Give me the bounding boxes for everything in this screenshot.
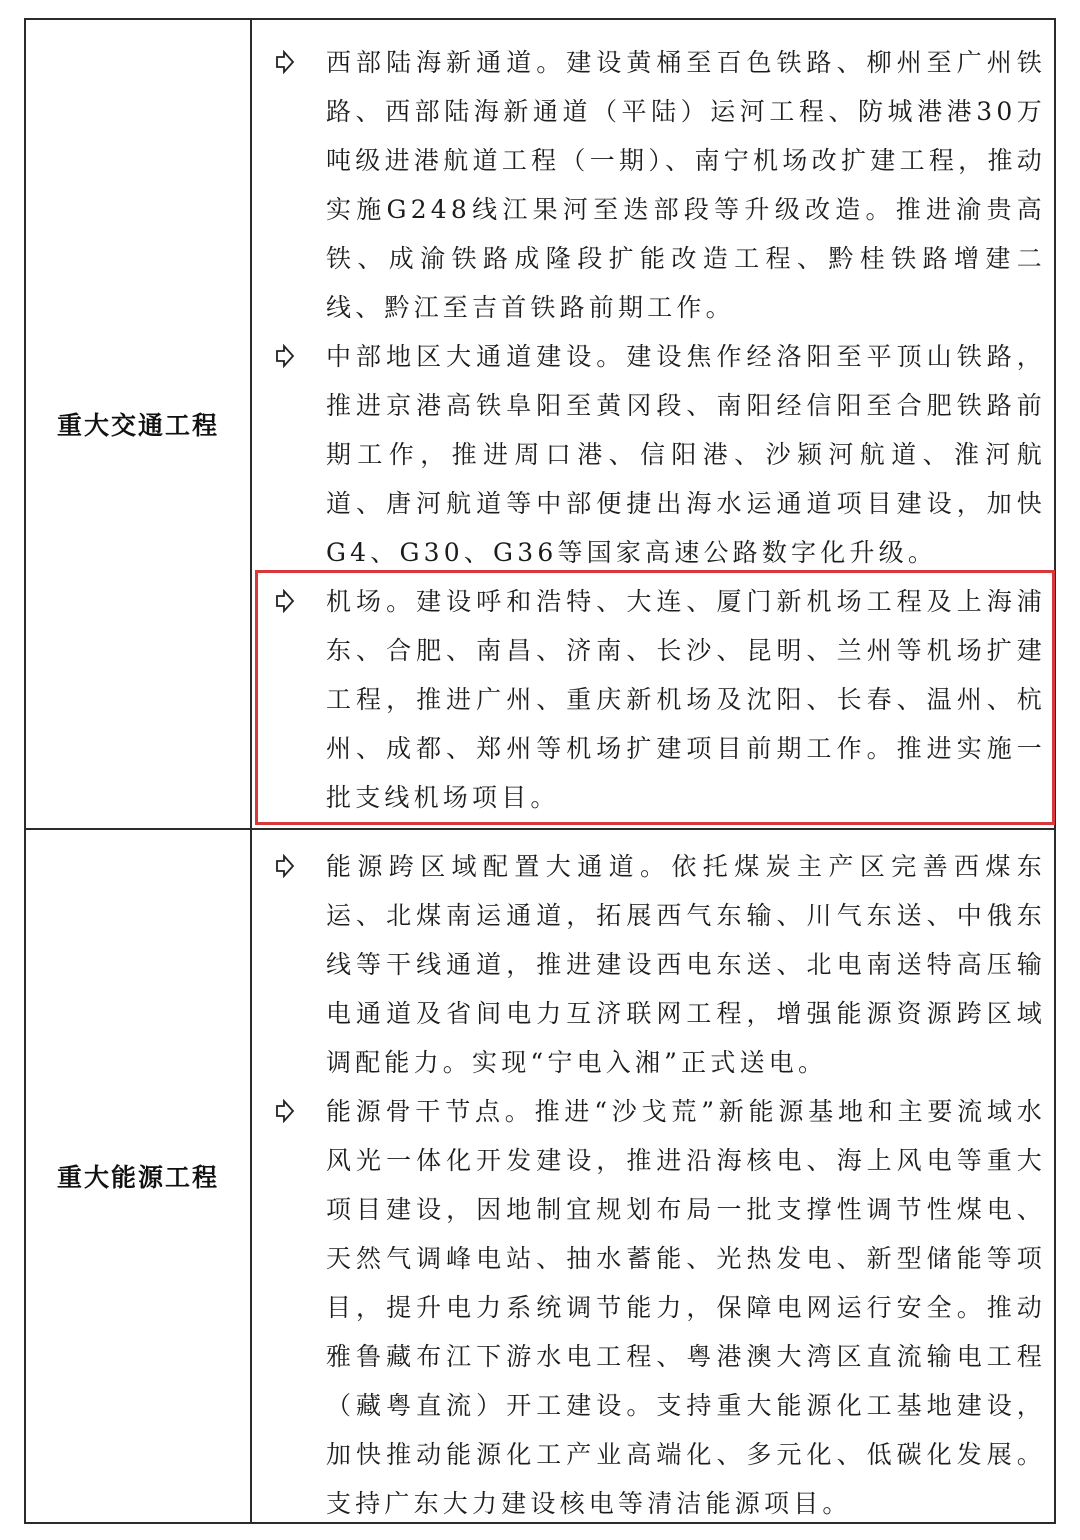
category-label: 重大能源工程	[56, 1163, 219, 1192]
hollow-arrow-right-icon	[274, 1099, 296, 1123]
item-text: 中部地区大通道建设。建设焦作经洛阳至平顶山铁路，推进京港高铁阜阳至黄冈段、南阳经信阳至合肥铁路前期工作，推进周口港、信阳港、沙颍河航道、淮河航道、唐河航道等中部便捷出海水运通道项目建设，加快G4、G30、G36等国家高速公路数字化升级。	[326, 342, 1046, 567]
content-cell	[252, 830, 1054, 1522]
content-cell	[252, 20, 1054, 828]
category-label: 重大交通工程	[56, 411, 219, 440]
hollow-arrow-right-icon	[274, 344, 296, 368]
item-text: 能源骨干节点。推进“沙戈荒”新能源基地和主要流域水风光一体化开发建设，推进沿海核电、海上风电等重大项目建设，因地制宜规划布局一批支撑性调节性煤电、天然气调峰电站、抽水蓄能、光热发电、新型储能等项目，提升电力系统调节能力，保障电网运行安全。推动雅鲁藏布江下游水电工程、粤港澳大湾区直流输电工程（藏粤直流）开工建设。支持重大能源化工基地建设，加快推动能源化工产业高端化、多元化、低碳化发展。支持广东大力建设核电等清洁能源项目。	[326, 1097, 1046, 1518]
hollow-arrow-right-icon	[274, 854, 296, 878]
highlight-box	[255, 570, 1055, 825]
table-row-transport	[26, 20, 1054, 828]
project-table	[24, 18, 1056, 1524]
category-cell	[26, 830, 252, 1522]
item-text: 西部陆海新通道。建设黄桶至百色铁路、柳州至广州铁路、西部陆海新通道（平陆）运河工程、防城港港30万吨级进港航道工程（一期）、南宁机场改扩建工程，推动实施G248线江果河至迭部段等升级改造。推进渝贵高铁、成渝铁路成隆段扩能改造工程、黔桂铁路增建二线、黔江至吉首铁路前期工作。	[326, 48, 1046, 322]
table-row-energy	[26, 828, 1054, 1522]
category-cell	[26, 20, 252, 828]
item-text: 能源跨区域配置大通道。依托煤炭主产区完善西煤东运、北煤南运通道，拓展西气东输、川气东送、中俄东线等干线通道，推进建设西电东送、北电南送特高压输电通道及省间电力互济联网工程，增强能源资源跨区域调配能力。实现“宁电入湘”正式送电。	[326, 852, 1046, 1077]
hollow-arrow-right-icon	[274, 50, 296, 74]
item-text: 机场。建设呼和浩特、大连、厦门新机场工程及上海浦东、合肥、南昌、济南、长沙、昆明、兰州等机场扩建工程，推进广州、重庆新机场及沈阳、长春、温州、杭州、成都、郑州等机场扩建项目前期工作。推进实施一批支线机场项目。	[326, 587, 1046, 812]
